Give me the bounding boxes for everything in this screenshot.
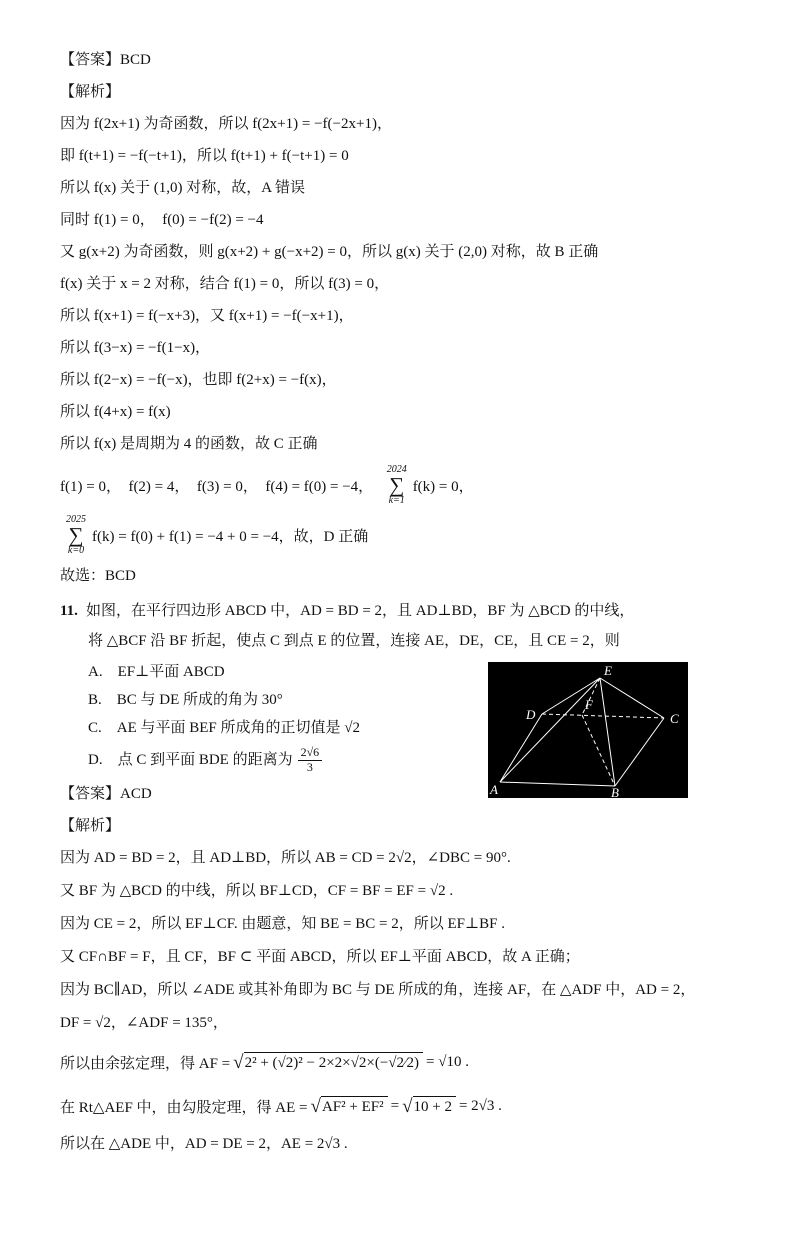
sigma-notation-1 — [387, 465, 407, 506]
radical-sign: √ — [310, 1096, 321, 1117]
solution1-line-8: 所以 f(3−x) = −f(1−x)， — [60, 340, 211, 356]
stem-text-2: 将 △BCF 沿 BF 折起，使点 C 到点 E 的位置，连接 AE，DE，CE，且 CE = 2，则 — [88, 633, 620, 649]
solution1-line-5: 又 g(x+2) 为奇函数，则 g(x+2) + g(−x+2) = 0，所以 g(x) 关于 (2,0) 对称，故 B 正确 — [60, 244, 599, 260]
solution2-line-3: 因为 CE = 2，所以 EF⊥CF. 由题意，知 BE = BC = 2，所以 EF⊥BF . — [60, 916, 505, 932]
sigma1-lower-limit: k=1 — [388, 494, 405, 506]
solution2-line-1: 因为 AD = BD = 2，且 AD⊥BD，所以 AB = CD = 2√2，∠DBC = 90°. — [60, 850, 511, 866]
solution2-line-6: DF = √2，∠ADF = 135°， — [60, 1015, 228, 1031]
option-c: C. AE 与平面 BEF 所成角的正切值是 √2 — [88, 720, 360, 736]
radicand: 2² + (√2)² − 2×2×√2×(−√2⁄2) — [244, 1052, 423, 1072]
option-d-text: D. 点 C 到平面 BDE 的距离为 — [88, 752, 293, 768]
radical-sign: √ — [233, 1052, 244, 1073]
question-11-stem — [60, 596, 752, 656]
pyramid-diagram — [488, 662, 688, 798]
content — [60, 44, 752, 1161]
option-a: A. EF⊥平面 ABCD — [88, 664, 225, 680]
sigma-notation-2 — [66, 515, 86, 556]
sum2-suffix: f(k) = f(0) + f(1) = −4 + 0 = −4，故，D 正确 — [92, 528, 369, 545]
question-number: 11. — [60, 603, 78, 619]
figure-background — [488, 662, 688, 798]
vertex-label-f: F — [585, 697, 593, 712]
solution1-line-3: 所以 f(x) 关于 (1,0) 对称，故，A 错误 — [60, 180, 305, 196]
pythagoras-mid: = — [390, 1097, 400, 1114]
summation-line-2 — [60, 510, 752, 560]
solution2-line-4: 又 CF∩BF = F，且 CF，BF ⊂ 平面 ABCD，所以 EF⊥平面 ABCD，故 A 正确； — [60, 949, 580, 965]
sum1-suffix: f(k) = 0， — [412, 478, 474, 495]
pythagoras-suffix: = 2√3 . — [458, 1097, 502, 1114]
pythagoras-line — [60, 1084, 752, 1128]
summation-line-1 — [60, 460, 752, 510]
pythagoras-prefix: 在 Rt△AEF 中，由勾股定理，得 AE = — [60, 1099, 308, 1116]
solution2-line-5: 因为 BC∥AD，所以 ∠ADE 或其补角即为 BC 与 DE 所成的角，连接 AF，在 △ADF 中，AD = 2， — [60, 982, 696, 998]
sigma1-symbol: ∑ — [389, 472, 405, 497]
fraction-numerator: 2√6 — [298, 746, 323, 761]
vertex-label-d: D — [526, 707, 536, 722]
square-root-expression — [233, 1052, 423, 1072]
solution1-line-7: 所以 f(x+1) = f(−x+3)，又 f(x+1) = −f(−x+1)， — [60, 308, 354, 324]
distance-fraction — [298, 746, 323, 775]
geometry-figure — [488, 662, 688, 798]
cosine-suffix: = √10 . — [426, 1053, 469, 1070]
square-root-expression-1 — [311, 1096, 388, 1116]
radical-sign: √ — [402, 1096, 413, 1117]
solution2-line-2: 又 BF 为 △BCD 的中线，所以 BF⊥CD，CF = BF = EF = √2 . — [60, 883, 454, 899]
solution1-line-11: 所以 f(x) 是周期为 4 的函数，故 C 正确 — [60, 436, 318, 452]
vertex-label-c: C — [670, 711, 679, 726]
analysis-label-2: 【解析】 — [60, 818, 121, 834]
fraction-denominator: 3 — [306, 759, 313, 774]
stem-text-1: 如图，在平行四边形 ABCD 中，AD = BD = 2，且 AD⊥BD，BF 为 △BCD 的中线， — [85, 603, 635, 619]
cosine-rule-line — [60, 1040, 752, 1084]
solution2-final-line: 所以在 △ADE 中，AD = DE = 2，AE = 2√3 . — [60, 1136, 348, 1152]
vertex-label-e: E — [604, 663, 612, 678]
sum1-prefix: f(1) = 0， f(2) = 4， f(3) = 0， f(4) = f(0) = −4， — [60, 478, 381, 495]
answer-line-1: 【答案】BCD — [60, 52, 151, 68]
radicand: 10 + 2 — [413, 1096, 456, 1116]
analysis-label-1: 【解析】 — [60, 84, 121, 100]
answer-line-2: 【答案】ACD — [60, 786, 152, 802]
solution1-line-1: 因为 f(2x+1) 为奇函数，所以 f(2x+1) = −f(−2x+1)， — [60, 116, 392, 132]
sigma2-symbol: ∑ — [68, 522, 84, 547]
sigma2-lower-limit: k=0 — [67, 544, 85, 556]
cosine-prefix: 所以由余弦定理，得 AF = — [60, 1055, 231, 1072]
sigma1-upper-limit: 2024 — [386, 463, 407, 475]
option-b: B. BC 与 DE 所成的角为 30° — [88, 692, 283, 708]
solution1-line-10: 所以 f(4+x) = f(x) — [60, 404, 171, 420]
radicand: AF² + EF² — [321, 1096, 388, 1116]
sigma2-upper-limit: 2025 — [66, 513, 86, 525]
solution1-line-2: 即 f(t+1) = −f(−t+1)，所以 f(t+1) + f(−t+1) = 0 — [60, 148, 349, 164]
solution1-line-6: f(x) 关于 x = 2 对称，结合 f(1) = 0，所以 f(3) = 0， — [60, 276, 390, 292]
solution1-line-9: 所以 f(2−x) = −f(−x)，也即 f(2+x) = −f(x)， — [60, 372, 337, 388]
conclusion-line: 故选：BCD — [60, 568, 136, 584]
vertex-label-b: B — [611, 785, 619, 798]
vertex-label-a: A — [490, 782, 498, 797]
square-root-expression-2 — [402, 1096, 456, 1116]
solution1-line-4: 同时 f(1) = 0， f(0) = −f(2) = −4 — [60, 212, 264, 228]
